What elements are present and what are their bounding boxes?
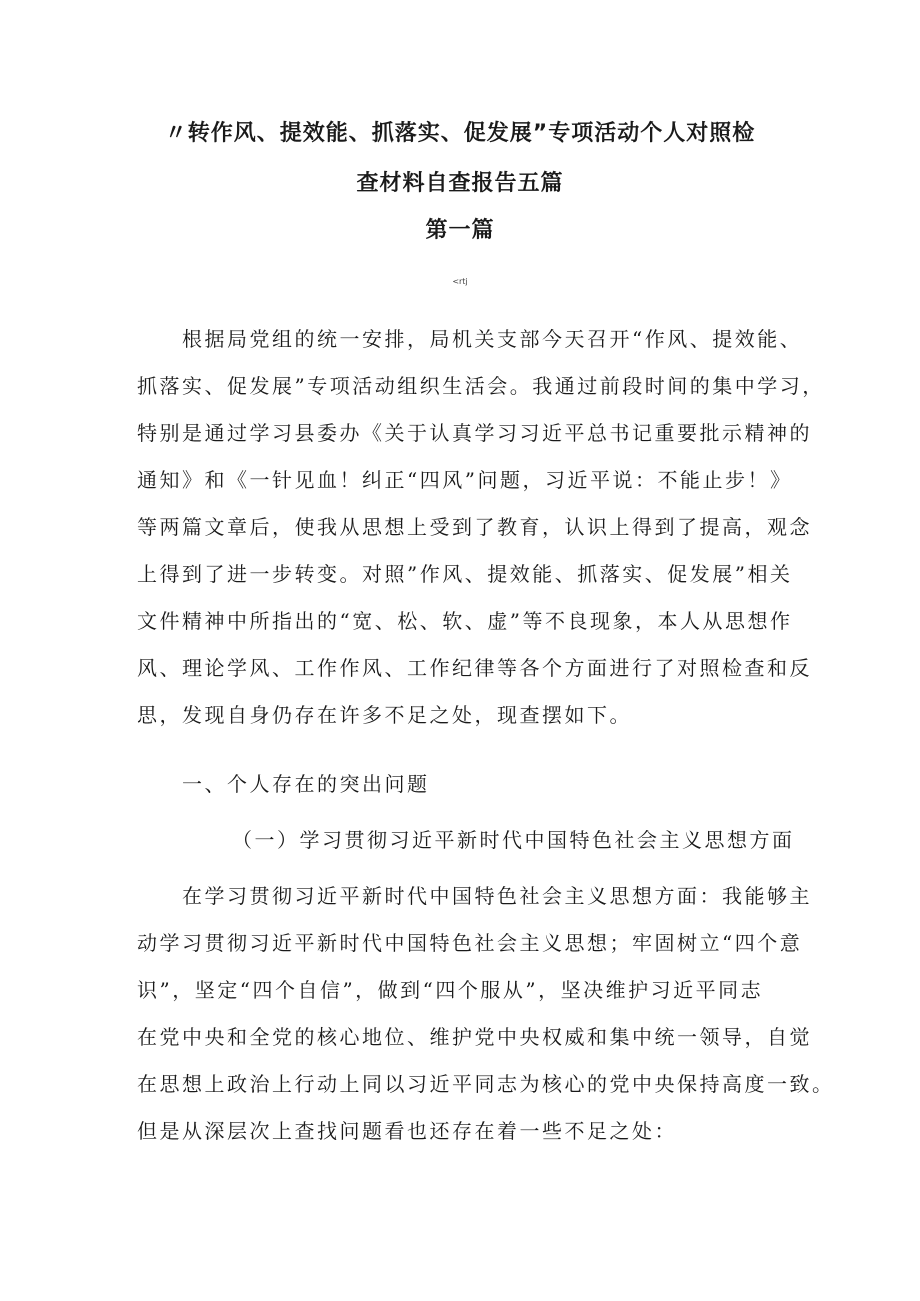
section-title-first-part: 第一篇 xyxy=(425,218,495,243)
paragraph-line: 但是从深层次上查找问题看也还存在着一些不足之处： xyxy=(137,1119,677,1143)
paragraph-line: 在思想上政治上行动上同以习近平同志为核心的党中央保持高度一致。 xyxy=(137,1072,835,1096)
paragraph-line: 上得到了进一步转变。对照”作风、提效能、抓落实、促发展”相关 xyxy=(137,562,793,586)
paragraph-line: 在学习贯彻习近平新时代中国特色社会主义思想方面：我能够主 xyxy=(182,884,812,908)
paragraph-line: 动学习贯彻习近平新时代中国特色社会主义思想；牢固树立“四个意 xyxy=(137,931,803,955)
paragraph-intro xyxy=(137,316,825,739)
subsection-heading xyxy=(137,817,797,864)
small-mark: <rtj xyxy=(452,277,468,286)
subsection-heading-text: （一）学习贯彻习近平新时代中国特色社会主义思想方面 xyxy=(232,828,795,852)
paragraph-line: 思，发现自身仍存在许多不足之处，现查摆如下。 xyxy=(137,703,632,727)
paragraph-line: 抓落实、促发展”专项活动组织生活会。我通过前段时间的集中学习， xyxy=(137,374,825,398)
paragraph-line: 根据局党组的统一安排，局机关支部今天召开“作风、提效能、 xyxy=(182,327,803,351)
paragraph-line: 识”，坚定“四个自信”，做到“四个服从”，坚决维护习近平同志 xyxy=(137,978,764,1002)
section-heading xyxy=(137,761,797,808)
paragraph-line: 通知》和《一针见血！纠正“四风”问题，习近平说：不能止步！》 xyxy=(137,468,793,492)
paragraph-line: 风、理论学风、工作作风、工作纪律等各个方面进行了对照检查和反 xyxy=(137,656,812,680)
paragraph-line: 文件精神中所指出的“宽、松、软、虚”等不良现象，本人从思想作 xyxy=(137,609,793,633)
section-heading-text: 一、个人存在的突出问题 xyxy=(182,772,430,796)
paragraph-line: 等两篇文章后，使我从思想上受到了教育，认识上得到了提高，观念 xyxy=(137,515,812,539)
paragraph-line: 在党中央和全党的核心地位、维护党中央权威和集中统一领导，自觉 xyxy=(137,1025,812,1049)
document-title-line-2: 查材料自查报告五篇 xyxy=(356,171,564,196)
paragraph-line: 特别是通过学习县委办《关于认真学习习近平总书记重要批示精神的 xyxy=(137,421,812,445)
document-title-line-1: 〃转作风、提效能、抓落实、促发展”专项活动个人对照检 xyxy=(164,121,756,146)
paragraph-study xyxy=(137,873,835,1155)
